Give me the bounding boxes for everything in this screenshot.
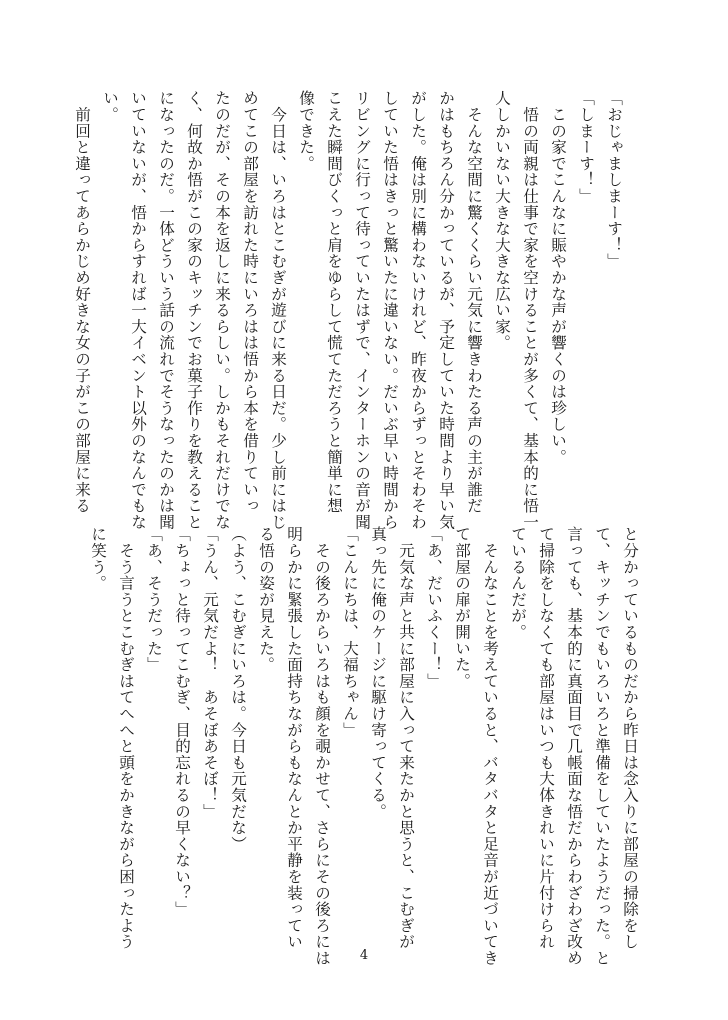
text-line: 像できた。	[297, 90, 315, 172]
text-line: る悟の姿が見えた。	[257, 526, 275, 673]
text-line: に笑う。	[89, 526, 107, 592]
text-line: 真っ先に俺のケージに駆け寄ってくる。	[369, 526, 387, 820]
text-line: 「しまーす！」	[577, 90, 595, 205]
text-line: その後ろからいろはも顔を覗かせて、さらにその後ろには	[313, 526, 331, 967]
text-line: 人しかいない大きな大きな広い家。	[493, 90, 511, 351]
text-line: リビングに行って待っていたはずで、インターホンの音が聞	[353, 90, 371, 531]
text-line: 今日は、いろはとこむぎが遊びに来る日だ。少し前にはじ	[269, 90, 287, 531]
text-line: 「あ、そうだった」	[145, 526, 163, 673]
text-line: 元気な声と共に部屋に入って来たかと思うと、こむぎが	[397, 526, 415, 950]
text-line: そんな空間に驚くくらい元気に響きわたる声の主が誰だ	[465, 90, 483, 514]
text-line: 前回と違ってあらかじめ好きな女の子がこの部屋に来る	[73, 90, 91, 514]
text-line: たのだが、その本を返しに来るらしい。しかもそれだけでな	[213, 90, 231, 531]
text-line: 明らかに緊張した面持ちながらもなんとか平静を装ってい	[285, 526, 303, 950]
text-line: （よう、こむぎにいろは。今日も元気だな）	[229, 526, 247, 852]
text-line: めてこの部屋を訪れた時にいろはは悟から本を借りていっ	[241, 90, 259, 514]
text-line: と分かっているものだから昨日は念入りに部屋の掃除をし	[621, 526, 639, 950]
text-block-upper	[73, 90, 628, 531]
text-line: いていないが、悟からすれば一大イベント以外のなんでもな	[129, 90, 147, 531]
text-line: 「あ、だいふくー！」	[425, 526, 443, 689]
text-line: く、何故か悟がこの家のキッチンでお菓子作りを教えること	[185, 90, 203, 531]
text-line: ているんだが。	[509, 526, 527, 641]
text-line: て部屋の扉が開いた。	[453, 526, 471, 689]
text-line: この家でこんなに賑やかな声が響くのは珍しい。	[549, 90, 567, 465]
text-line: そう言うとこむぎはてへへと頭をかきながら困ったよう	[117, 526, 135, 950]
page-number: 4	[359, 948, 369, 963]
text-line: 悟の両親は仕事で家を空けることが多くて、基本的に悟一	[521, 90, 539, 531]
text-line: になったのだ。一体どういう話の流れでそうなったのかは聞	[157, 90, 175, 531]
text-line: て、キッチンでもいろいろと準備をしていたようだった。と	[593, 526, 611, 967]
text-line: 「ちょっと待ってこむぎ、目的忘れるの早くない？」	[173, 526, 191, 918]
text-line: 「うん、元気だよ！ あそぼあそぼ！」	[201, 526, 219, 820]
text-line: て掃除をしなくても部屋はいつも大体きれいに片付けられ	[537, 526, 555, 950]
text-block-lower	[89, 526, 644, 967]
text-line: そんなことを考えていると、バタバタと足音が近づいてき	[481, 526, 499, 967]
text-line: していた悟はきっと驚いたに違いない。だいぶ早い時間から	[381, 90, 399, 531]
text-line: かはもちろん分かっているが、予定していた時間より早い気	[437, 90, 455, 531]
text-line: い。	[101, 90, 119, 123]
text-line: こえた瞬間びくっと肩をゆらして慌てただろうと簡単に想	[325, 90, 343, 514]
text-line: がした。俺は別に構わないけれど、昨夜からずっとそわそわ	[409, 90, 427, 531]
text-line: 言っても、基本的に真面目で几帳面な悟だからわざわざ改め	[565, 526, 583, 967]
text-line: 「おじゃましまーす！」	[605, 90, 623, 270]
text-line: 「こんにちは、大福ちゃん」	[341, 526, 359, 738]
